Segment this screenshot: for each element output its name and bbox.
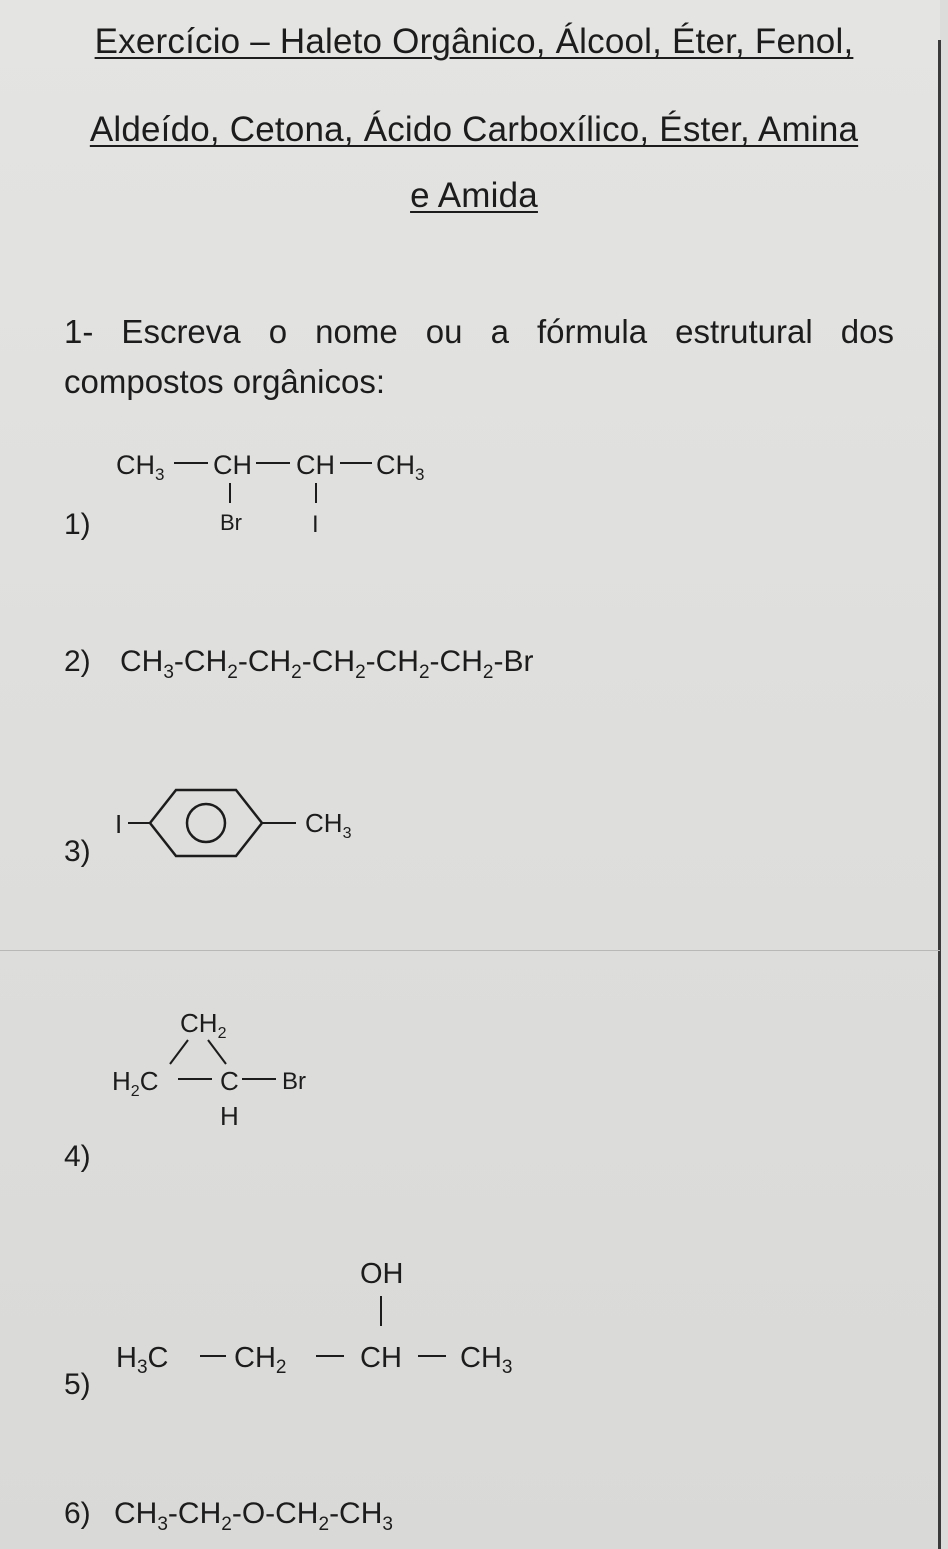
item-4-number: 4): [64, 1140, 91, 1173]
item-6-number: 6): [64, 1497, 91, 1530]
item-2-number: 2): [64, 645, 91, 678]
item-1-number: 1): [64, 508, 91, 541]
title-line-1: Exercício – Haleto Orgânico, Álcool, Éter, Fenol,: [94, 22, 854, 61]
item-5-ch3: $CH_3$: [460, 1342, 513, 1378]
item-4-c: C: [220, 1066, 239, 1096]
item-1-ch3-left: $CH_3$: [116, 450, 165, 484]
item-1-ch-1: CH: [213, 450, 252, 480]
item-5-h3c: $H_3C$: [116, 1342, 169, 1378]
item-5-ch2: $CH_2$: [234, 1342, 287, 1378]
item-2-formula: $CH_3-CH_2-CH_2-CH_2-CH_2-CH_2-Br$: [120, 645, 534, 683]
item-5-number: 5): [64, 1368, 91, 1401]
item-5-ch: CH: [360, 1342, 402, 1374]
item-6-formula: $CH_3-CH_2-O-CH_2-CH_3$: [114, 1497, 393, 1535]
item-4-br: Br: [282, 1068, 306, 1095]
item-1-ch-2: CH: [296, 450, 335, 480]
item-4-ch2-top: $CH_2$: [180, 1008, 227, 1042]
title-line-3: e Amida: [410, 176, 538, 215]
item-1-br: Br: [220, 510, 242, 535]
item-1-ch3-right: $CH_3$: [376, 450, 425, 484]
item-5-oh: OH: [360, 1258, 404, 1290]
item-3-ch3: $CH_3$: [305, 808, 352, 842]
instruction-line-2: compostos orgânicos:: [64, 363, 385, 400]
item-3-number: 3): [64, 835, 91, 868]
item-3-iodine: I: [115, 809, 123, 839]
item-4-h: H: [220, 1101, 239, 1131]
title-line-2: Aldeído, Cetona, Ácido Carboxílico, Éster, Amina: [89, 110, 859, 149]
item-1-i: I: [312, 511, 319, 538]
item-4-h2c: $H_2C$: [112, 1066, 159, 1100]
instruction-line-1: 1- Escreva o nome ou a fórmula estrutural dos: [64, 313, 894, 350]
